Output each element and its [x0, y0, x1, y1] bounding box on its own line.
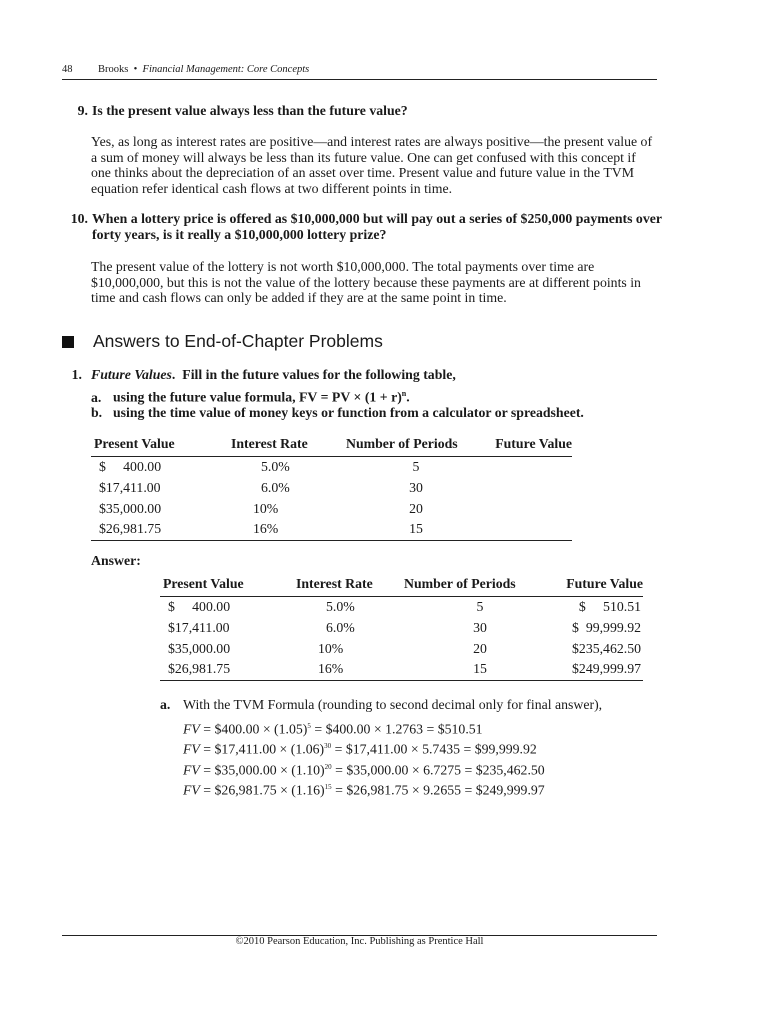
- cell-periods: 20: [473, 640, 487, 656]
- cell-present-value: $35,000.00: [99, 500, 162, 516]
- table-row: [160, 617, 643, 638]
- equation-exponent: 15: [324, 783, 332, 791]
- cell-interest-rate: 6.0%: [261, 479, 290, 495]
- cell-interest-rate: 10%: [253, 500, 279, 516]
- cell-future-value: $235,462.50: [572, 640, 641, 656]
- part-end: .: [406, 389, 410, 405]
- part-exponent: n: [401, 389, 407, 398]
- part-a-lead: With the TVM Formula (rounding to second decimal only for final answer),: [183, 697, 603, 712]
- header-rule: [62, 79, 657, 80]
- part-label: b.: [91, 405, 103, 420]
- header-bullet: •: [133, 64, 138, 75]
- cell-periods: 15: [346, 519, 486, 540]
- part-text: using the future value formula, FV = PV × (1 + r): [113, 389, 402, 405]
- equation-right: = $400.00 × 1.2763 = $510.51: [310, 721, 483, 737]
- cell-periods: 5: [476, 598, 484, 614]
- equation-right: = $26,981.75 × 9.2655 = $249,999.97: [331, 782, 545, 798]
- cell-interest-rate: 6.0%: [326, 619, 355, 635]
- cell-interest-rate: 16%: [231, 519, 346, 540]
- footer-copyright: ©2010 Pearson Education, Inc. Publishing as Prentice Hall: [235, 936, 484, 947]
- cell-interest-rate: 10%: [318, 640, 344, 656]
- equation-left: = $17,411.00 × (1.06): [199, 741, 325, 757]
- cell-future-value: [486, 498, 572, 519]
- equation-left: = $35,000.00 × (1.10): [199, 762, 325, 778]
- header-number-of-periods: Number of Periods: [404, 576, 556, 596]
- header-number-of-periods: Number of Periods: [346, 436, 486, 456]
- cell-future-value: $249,999.97: [556, 659, 643, 680]
- part-label: a.: [160, 697, 171, 712]
- cell-future-value: $ 99,999.92: [572, 619, 641, 635]
- cell-present-value: $ 400.00: [99, 458, 162, 474]
- cell-present-value: $17,411.00: [99, 479, 161, 495]
- cell-periods: 15: [404, 659, 556, 680]
- equation-var: FV: [183, 721, 200, 737]
- cell-future-value: [486, 519, 572, 540]
- square-bullet-icon: [62, 336, 74, 348]
- cell-periods: 5: [412, 458, 420, 474]
- table-header-row: [91, 436, 572, 456]
- equation-exponent: 5: [307, 721, 311, 730]
- question-9-answer: Yes, as long as interest rates are positive—and interest rates are always positive—the present value of a sum of money will always be less than its future value. One can get confused with this concept if one thinks about the depreciation of an asset over time. Present value and future value in the TVM equation refer identical cash flows at two different points in time.: [91, 134, 653, 196]
- problem-instruction: Fill in the future values for the following table,: [182, 367, 456, 382]
- question-10-answer: The present value of the lottery is not worth $10,000,000. The total payments over time are $10,000,000, but this is not the value of the lottery because these payments are at different points in time and cash flows can only be added if they are at the same point in time.: [91, 259, 641, 305]
- cell-present-value: $17,411.00: [168, 619, 230, 635]
- equation-right: = $17,411.00 × 5.7435 = $99,999.92: [331, 741, 537, 757]
- header-interest-rate: Interest Rate: [231, 436, 346, 456]
- table-header-row: [160, 576, 643, 596]
- equation-exponent: 20: [324, 762, 332, 771]
- question-number: 9.: [77, 103, 88, 118]
- part-label: a.: [91, 389, 102, 405]
- table-row: [160, 596, 643, 617]
- header-present-value: Present Value: [91, 436, 231, 456]
- cell-interest-rate: 5.0%: [326, 598, 355, 614]
- book-title: Financial Management: Core Concepts: [142, 64, 310, 75]
- cell-interest-rate: 5.0%: [261, 458, 290, 474]
- author-name: Brooks: [98, 64, 129, 75]
- cell-future-value: [486, 456, 572, 477]
- equation-left: = $400.00 × (1.05): [199, 721, 308, 737]
- equation-right: = $35,000.00 × 6.7275 = $235,462.50: [331, 762, 545, 778]
- section-title: Answers to End-of-Chapter Problems: [93, 331, 383, 351]
- equation-line: [183, 777, 545, 801]
- header-interest-rate: Interest Rate: [296, 576, 404, 596]
- answer-label: Answer:: [91, 553, 141, 568]
- question-number: 10.: [70, 211, 88, 226]
- problem-statement: Future Values. Fill in the future values for the following table,: [91, 367, 456, 382]
- table-row: [91, 519, 572, 540]
- problem-number: 1.: [71, 367, 82, 382]
- cell-future-value: $ 510.51: [578, 598, 641, 614]
- equation-left: = $26,981.75 × (1.16): [199, 782, 325, 798]
- cell-periods: 30: [473, 619, 487, 635]
- cell-present-value: $35,000.00: [168, 640, 231, 656]
- cell-future-value: [486, 477, 572, 498]
- cell-periods: 20: [409, 500, 423, 516]
- table-row: [91, 498, 572, 519]
- cell-present-value: $ 400.00: [168, 598, 231, 614]
- equation-var: FV: [183, 741, 200, 757]
- table-row: [91, 456, 572, 477]
- header-future-value: Future Value: [486, 436, 572, 456]
- running-title: [98, 64, 309, 75]
- header-present-value: Present Value: [160, 576, 296, 596]
- cell-present-value: $26,981.75: [160, 659, 296, 680]
- header-future-value: Future Value: [556, 576, 643, 596]
- part-text: using the time value of money keys or function from a calculator or spreadsheet.: [113, 405, 584, 420]
- cell-present-value: $26,981.75: [91, 519, 231, 540]
- table-row: [160, 659, 643, 680]
- table-row: [91, 477, 572, 498]
- running-header: [62, 64, 657, 80]
- answer-table: [160, 576, 643, 681]
- problem-title: Future Values: [91, 367, 172, 382]
- problem-table: [91, 436, 572, 541]
- equation-var: FV: [183, 782, 200, 798]
- page-number: 48: [62, 64, 73, 75]
- equation-exponent: 30: [324, 742, 332, 750]
- problem-part-b: [91, 403, 584, 422]
- table-row: [160, 638, 643, 659]
- question-text: When a lottery price is offered as $10,000,000 but will pay out a series of $250,000 payments over forty years, is it really a $10,000,000 lottery prize?: [92, 211, 662, 242]
- equation-var: FV: [183, 762, 200, 778]
- cell-interest-rate: 16%: [296, 659, 404, 680]
- question-text: Is the present value always less than the future value?: [92, 103, 408, 118]
- cell-periods: 30: [409, 479, 423, 495]
